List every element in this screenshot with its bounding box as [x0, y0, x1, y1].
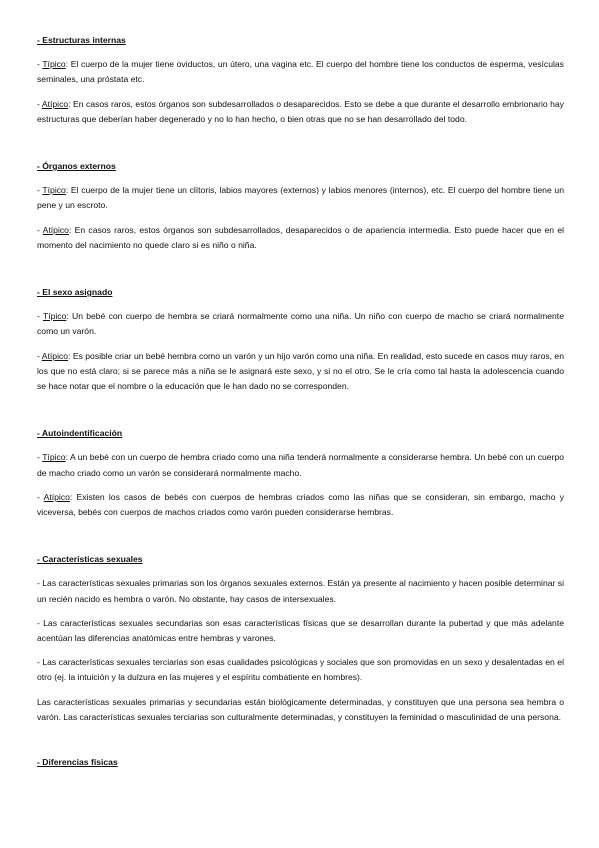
section-heading: - Autoindentificación	[37, 428, 123, 439]
section-caracteristicas-sexuales	[37, 552, 564, 725]
paragraph-text: : Es posible criar un bebé hembra como un varón y un hijo varón como una niña. En realidad, esto sucede en casos muy raros, en los que no está claro; si se parece más a niña se le asignará este sexo, y si no el otro. Se le cría como tal hasta la adolescencia cuando se hace notar que el nombre o la educación que le han dado no se corresponden.	[37, 350, 564, 392]
paragraph-primarias: - Las características sexuales primarias son los órganos sexuales externos. Están ya presente al nacimiento y hacen posible determinar si un recién nacido es hembra o varón. No obstante, hay casos de intersexuales.	[37, 578, 564, 604]
paragraph-atipico	[37, 97, 564, 127]
paragraph-atipico	[37, 490, 564, 520]
keyword-atipico: Atípico	[41, 350, 69, 361]
paragraph-atipico	[37, 349, 564, 395]
section-spacer	[37, 262, 564, 285]
paragraph-resumen: Las características sexuales primarias y secundarias están biológicamente determinadas, y constituyen que una persona sea hembra o varón. Las características sexuales terciarias son culturalmente determinadas, y constituyen la feminidad o masculinidad de una persona.	[37, 696, 564, 722]
section-spacer	[37, 529, 564, 552]
para-prefix: -	[37, 491, 44, 502]
paragraph-text: : A un bebé con un cuerpo de hembra criado como una niña tenderá normalmente a considerarse hembra. Un bebé con un cuerpo de macho criado como un varón se considerará normalmente macho.	[37, 452, 564, 478]
para-prefix: -	[37, 311, 43, 322]
paragraph-text: : El cuerpo de la mujer tiene un clítoris, labios mayores (externos) y labios menores (internos), etc. El cuerpo del hombre tiene un pene y un escroto.	[37, 185, 564, 211]
keyword-tipico: Típico	[42, 311, 67, 322]
section-organos-externos	[37, 159, 564, 253]
section-estructuras-internas	[37, 33, 564, 127]
paragraph-text: : Un bebé con cuerpo de hembra se criará normalmente como una niña. Un niño con cuerpo de macho se criará normalmente como un varón.	[37, 311, 564, 337]
paragraph-text: : En casos raros, estos órganos son subdesarrollados o desaparecidos. Esto se debe a que durante el desarrollo embrionario hay estructuras que deberían haber degenerado y no lo han hecho, o bien otras que no se han desarrollado del todo.	[37, 98, 564, 124]
section-heading: - Estructuras internas	[37, 35, 126, 45]
keyword-atipico: Atípico	[43, 491, 70, 502]
section-spacer	[37, 734, 564, 755]
para-prefix: -	[37, 350, 42, 361]
paragraph-text: : Existen los casos de bebés con cuerpos de hembras criados como las niñas que se consideran, sin embargo, macho y viceversa, bebés con cuerpos de machos criados como varón pueden considerarse hembras.	[37, 491, 564, 518]
keyword-atipico: Atípico	[42, 224, 69, 235]
para-prefix: -	[37, 59, 43, 70]
paragraph-tipico	[37, 183, 564, 213]
keyword-atipico: Atípico	[41, 98, 69, 109]
paragraph-text: : En casos raros, estos órganos son subdesarrollados, desaparecidos o de apariencia intermedia. Esto puede hacer que en el momento del nacimiento no quede claro si es niño o niña.	[37, 224, 565, 250]
section-heading: - Órganos externos	[37, 161, 116, 172]
section-diferencias-fisicas	[37, 755, 564, 770]
section-spacer	[37, 403, 564, 426]
para-prefix: -	[37, 452, 43, 463]
section-autoidentificacion	[37, 426, 564, 520]
section-heading: - Diferencias físicas	[37, 757, 118, 768]
section-spacer	[37, 136, 564, 159]
keyword-tipico: Típico	[42, 59, 66, 70]
para-prefix: -	[37, 98, 42, 109]
paragraph-secundarias: - Las características sexuales secundarias son esas características físicas que se desarrollan durante la pubertad y que más adelante acentúan las diferencias anatómicas entre hembras y varones.	[37, 617, 564, 644]
para-prefix: -	[37, 185, 43, 196]
paragraph-terciarias: - Las características sexuales terciarias son esas cualidades psicológicas y sociales que son promovidas en un sexo y desalentadas en el otro (ej. la intuición y la dulzura en las mujeres y el espíritu combatiente en hombres).	[37, 657, 564, 683]
section-heading: - Características sexuales	[37, 554, 143, 565]
paragraph-tipico	[37, 57, 564, 87]
paragraph-text: : El cuerpo de la mujer tiene oviductos, un útero, una vagina etc. El cuerpo del hombre tiene los conductos de esperma, vesículas seminales, una próstata etc.	[37, 59, 564, 85]
keyword-tipico: Típico	[42, 185, 66, 196]
keyword-tipico: Típico	[42, 452, 66, 463]
section-sexo-asignado	[37, 285, 564, 394]
paragraph-atipico	[37, 223, 564, 253]
document-page	[37, 33, 564, 779]
para-prefix: -	[37, 224, 43, 235]
section-heading: - El sexo asignado	[37, 287, 113, 298]
paragraph-tipico	[37, 309, 564, 339]
paragraph-tipico	[37, 450, 564, 480]
